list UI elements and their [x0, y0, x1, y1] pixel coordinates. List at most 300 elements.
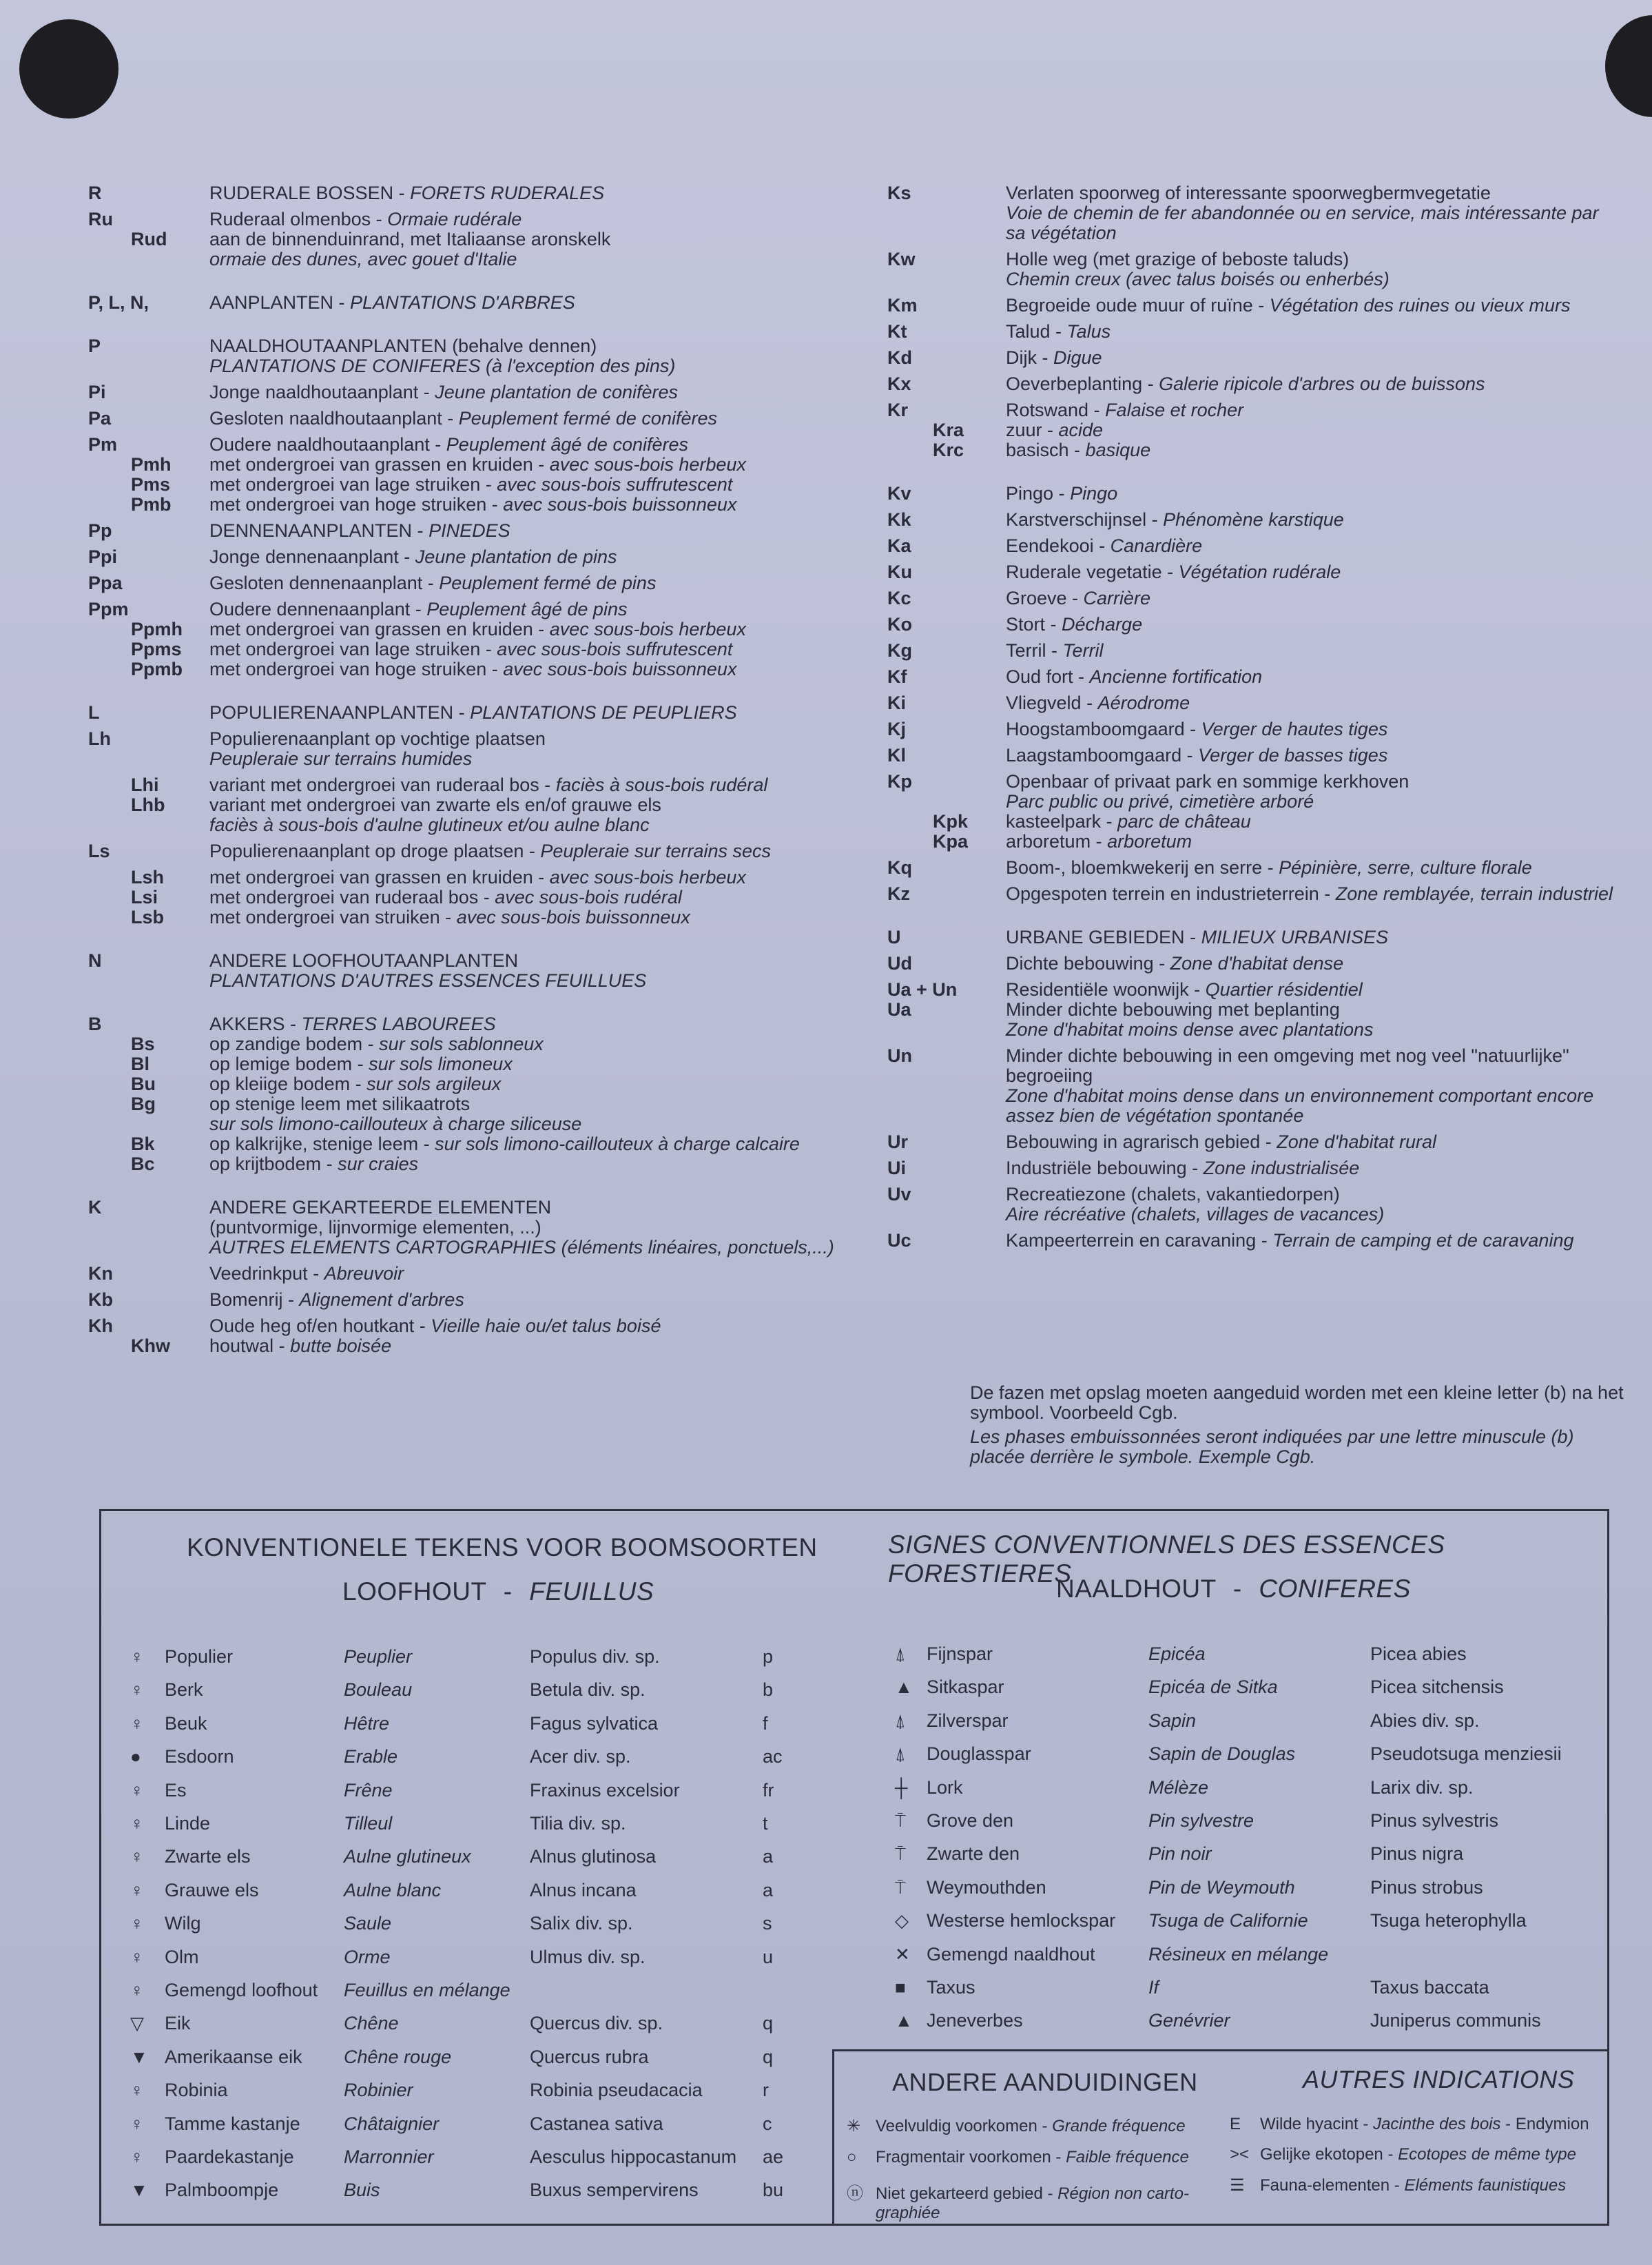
- entry-line: [209, 888, 853, 908]
- entry-text-fr: MILIEUX URBANISES: [1201, 927, 1389, 947]
- tree-name-fr: Epicéa: [1148, 1643, 1206, 1664]
- entry-text-nl: Populierenaanplant op vochtige plaatsen: [209, 728, 546, 749]
- entry-code: Ui: [887, 1158, 906, 1178]
- entry-text-nl: Dichte bebouwing -: [1006, 953, 1170, 974]
- legend-entry-k: [88, 1198, 853, 1258]
- entry-code: Bs: [131, 1034, 155, 1054]
- entry-description: [1006, 812, 1631, 832]
- entry-text-nl: begroeiing: [1006, 1065, 1093, 1086]
- legend-entry-ku: [887, 562, 1631, 582]
- entry-description: [1006, 588, 1631, 608]
- entry-description: [209, 547, 853, 567]
- tree-name-nl: Beuk: [165, 1712, 207, 1734]
- entry-line: [1006, 615, 1631, 635]
- entry-code: Ud: [887, 953, 912, 974]
- tree-name-fr: Tsuga de Californie: [1148, 1910, 1308, 1931]
- entry-text-fr: avec sous-bois buissonneux: [503, 494, 737, 515]
- legend-entry-khw: [88, 1336, 853, 1356]
- entry-line: [209, 908, 853, 927]
- entry-line: [209, 475, 853, 495]
- entry-text-fr: Voie de chemin de fer abandonnée ou en service, mais intéressante par: [1006, 203, 1599, 223]
- tree-name-nl: Lork: [927, 1776, 963, 1798]
- entry-text-fr: PLANTATIONS D'ARBRES: [350, 292, 575, 313]
- legend-entry-uc: [887, 1231, 1631, 1251]
- entry-code: Pa: [88, 408, 112, 429]
- other-indication-right: [1230, 2175, 1566, 2195]
- entry-line: [209, 1014, 853, 1034]
- legend-entry-lhb: [88, 795, 853, 835]
- tree-name-nl: Jeneverbes: [927, 2010, 1023, 2031]
- entry-text-fr: Zone remblayée, terrain industriel: [1335, 883, 1613, 904]
- legend-entry-ppa: [88, 573, 853, 593]
- entry-line: [209, 382, 853, 402]
- entry-code: Kra: [933, 420, 964, 440]
- legend-entry-bc: [88, 1154, 853, 1174]
- entry-description: [1006, 440, 1631, 460]
- entry-line: [209, 1264, 853, 1284]
- entry-description: [209, 1290, 853, 1310]
- entry-text-fr: basique: [1085, 440, 1151, 460]
- legend-entry-ko: [887, 615, 1631, 635]
- entry-line: [209, 1290, 853, 1310]
- legend-entry-ui: [887, 1158, 1631, 1178]
- entry-text-nl: met ondergroei van lage struiken -: [209, 474, 497, 495]
- entry-text-fr: sur sols argileux: [366, 1074, 502, 1094]
- legend-entry-rud: [88, 229, 853, 269]
- entry-code: Kh: [88, 1315, 113, 1336]
- entry-text-nl: met ondergroei van struiken -: [209, 907, 457, 927]
- entry-line: [209, 1114, 853, 1134]
- entry-line: [209, 749, 853, 769]
- entry-description: [1006, 719, 1631, 739]
- circle-icon: ○: [847, 2148, 857, 2166]
- entry-description: [209, 475, 853, 495]
- tree-row-naaldhout: [101, 1977, 1603, 1999]
- legend-entry-p: [88, 336, 853, 376]
- entry-text-nl: URBANE GEBIEDEN -: [1006, 927, 1201, 947]
- entry-description: [209, 1336, 853, 1356]
- entry-code: R: [88, 183, 102, 203]
- entry-code: Bk: [131, 1134, 155, 1154]
- entry-line: [209, 249, 853, 269]
- legend-entry-lsb: [88, 908, 853, 927]
- entry-text-nl: op kalkrijke, stenige leem -: [209, 1134, 435, 1154]
- entry-description: [209, 703, 853, 723]
- entry-line: [209, 229, 853, 249]
- tamme-kastanje-symbol-icon: ♀: [130, 2113, 144, 2134]
- entry-code: Kk: [887, 509, 911, 530]
- entry-text-fr: Végétation rudérale: [1178, 562, 1341, 582]
- entry-text-nl: Hoogstamboomgaard -: [1006, 719, 1201, 739]
- legend-entry-r: [88, 183, 853, 203]
- entry-line: [1006, 322, 1631, 342]
- entry-text-nl: Verlaten spoorweg of interessante spoorwegbermvegetatie: [1006, 183, 1491, 203]
- entry-text-nl: op lemige bodem -: [209, 1054, 369, 1074]
- entry-code: Pm: [88, 434, 118, 455]
- entry-line: [209, 1198, 853, 1218]
- eik-symbol-icon: ▽: [130, 2013, 144, 2034]
- tree-row-loofhout: [101, 2113, 845, 2135]
- entry-text-nl: Talud -: [1006, 321, 1067, 342]
- tree-name-nl: Linde: [165, 1813, 211, 1834]
- other-title-fr: AUTRES INDICATIONS: [1303, 2065, 1575, 2093]
- other-indications-box: [832, 2049, 1609, 2226]
- tree-name-latin: Alnus incana: [530, 1879, 637, 1900]
- legend-entry-ua-un: [887, 980, 1631, 1000]
- entry-description: [209, 435, 853, 455]
- entry-text-fr: Peupleraie sur terrains humides: [209, 748, 473, 769]
- tree-name-fr: Frêne: [344, 1779, 393, 1801]
- entry-text-fr: Aérodrome: [1097, 693, 1190, 713]
- entry-text-nl: Minder dichte bebouwing met beplanting: [1006, 999, 1340, 1020]
- tree-name-fr: Erable: [344, 1746, 398, 1767]
- tree-name-nl: Zilverspar: [927, 1710, 1009, 1731]
- entry-code: Ka: [887, 535, 911, 556]
- tree-row-loofhout: [101, 2080, 845, 2102]
- entry-code: Ua: [887, 999, 911, 1020]
- entry-code: P, L, N,: [88, 292, 149, 313]
- tree-name-nl: Zwarte den: [927, 1843, 1020, 1865]
- entry-text-nl: zuur -: [1006, 420, 1059, 440]
- entry-description: [1006, 536, 1631, 556]
- entry-text-fr: PINEDES: [429, 520, 510, 541]
- entry-line: [1006, 1132, 1631, 1152]
- entry-code: Kc: [887, 588, 911, 608]
- chevrons-icon: ><: [1230, 2145, 1250, 2164]
- entry-text-nl: Bomenrij -: [209, 1289, 300, 1310]
- tree-code: s: [763, 1913, 772, 1934]
- loofhout-heading: [342, 1577, 654, 1606]
- entry-text-fr: Verger de basses tiges: [1198, 745, 1388, 766]
- entry-text-fr: sur craies: [338, 1154, 419, 1174]
- legend-entry-kw: [887, 249, 1631, 289]
- entry-line: [209, 435, 853, 455]
- entry-text-nl: Dijk -: [1006, 347, 1053, 368]
- entry-line: [1006, 1158, 1631, 1178]
- legend-entry-kp: [887, 772, 1631, 812]
- loofhout-heading-dash: -: [503, 1577, 513, 1606]
- legend-column-left: [88, 183, 853, 1356]
- entry-line: [1006, 1046, 1631, 1066]
- entry-line: [209, 971, 853, 991]
- entry-description: [1006, 322, 1631, 342]
- entry-line: [1006, 249, 1631, 269]
- entry-text-fr: sur sols sablonneux: [379, 1034, 544, 1054]
- entry-line: [1006, 719, 1631, 739]
- legend-entry-ks: [887, 183, 1631, 243]
- tree-name-latin: Ulmus div. sp.: [530, 1946, 646, 1967]
- other-text-nl: Veelvuldig voorkomen -: [876, 2117, 1053, 2135]
- letter-e-icon: E: [1230, 2115, 1241, 2133]
- entry-code: Kpa: [933, 831, 969, 852]
- loofhout-heading-fr: FEUILLUS: [529, 1577, 654, 1606]
- entry-text-fr: TERRES LABOUREES: [301, 1014, 496, 1034]
- entry-description: [209, 521, 853, 541]
- entry-code: Kd: [887, 347, 912, 368]
- entry-code: Krc: [933, 440, 964, 460]
- tree-name-fr: Chêne rouge: [344, 2046, 452, 2067]
- legend-entry-ru: [88, 209, 853, 229]
- entry-description: [209, 619, 853, 639]
- entry-line: [1006, 980, 1631, 1000]
- tree-row-naaldhout: [101, 1810, 1603, 1832]
- tree-code: bu: [763, 2180, 784, 2201]
- tree-name-latin: Pinus strobus: [1370, 1876, 1483, 1898]
- entry-text-nl: Opgespoten terrein en industrieterrein -: [1006, 883, 1336, 904]
- entry-text-nl: AANPLANTEN -: [209, 292, 351, 313]
- entry-line: [1006, 884, 1631, 904]
- entry-text-nl: (puntvormige, lijnvormige elementen, ...): [209, 1217, 541, 1238]
- tree-name-fr: Pin de Weymouth: [1148, 1876, 1295, 1898]
- entry-description: [209, 1034, 853, 1054]
- entry-text-fr: Zone d'habitat moins dense avec plantations: [1006, 1019, 1374, 1040]
- punch-hole-left: [19, 19, 118, 119]
- entry-text-nl: met ondergroei van grassen en kruiden -: [209, 867, 550, 888]
- entry-code: Bc: [131, 1154, 155, 1174]
- entry-text-fr: sur sols limono-caillouteux à charge calcaire: [435, 1134, 800, 1154]
- entry-text-fr: Falaise et rocher: [1105, 400, 1244, 420]
- other-text-nl: Wilde hyacint -: [1260, 2115, 1374, 2133]
- entry-text-fr: Zone d'habitat moins dense dans un environnement comportant encore: [1006, 1085, 1594, 1106]
- entry-code: Pmh: [131, 454, 172, 475]
- entry-code: K: [88, 1197, 102, 1218]
- entry-description: [1006, 1185, 1631, 1224]
- entry-text-nl: Terril -: [1006, 640, 1063, 661]
- entry-code: P: [88, 336, 101, 356]
- tree-name-fr: Epicéa de Sitka: [1148, 1677, 1278, 1698]
- entry-description: [209, 639, 853, 659]
- tree-row-naaldhout: [101, 2010, 1603, 2032]
- other-text-fr: Grande fréquence: [1052, 2117, 1186, 2135]
- entry-code: Ppa: [88, 573, 123, 593]
- tree-name-fr: Pin sylvestre: [1148, 1810, 1255, 1831]
- entry-text-nl: variant met ondergroei van ruderaal bos -: [209, 775, 556, 795]
- entry-line: [1006, 1185, 1631, 1205]
- tree-name-nl: Berk: [165, 1679, 203, 1701]
- entry-text-fr: Décharge: [1062, 614, 1143, 635]
- tree-name-fr: Saule: [344, 1913, 392, 1934]
- tree-code: b: [763, 1679, 774, 1701]
- entry-code: Un: [887, 1045, 912, 1066]
- entry-line: [209, 951, 853, 971]
- entry-line: [1006, 746, 1631, 766]
- entry-text-nl: Rotswand -: [1006, 400, 1106, 420]
- entry-text-fr: PLANTATIONS DE PEUPLIERS: [470, 702, 737, 723]
- entry-text-nl: Residentiële woonwijk -: [1006, 979, 1206, 1000]
- entry-line: [209, 521, 853, 541]
- entry-text-nl: Oud fort -: [1006, 666, 1090, 687]
- entry-code: Bg: [131, 1094, 156, 1114]
- entry-text-nl: Eendekooi -: [1006, 535, 1111, 556]
- entry-code: Ppms: [131, 639, 182, 659]
- entry-description: [1006, 374, 1631, 394]
- entry-text-fr: avec sous-bois herbeux: [549, 454, 746, 475]
- entry-text-nl: op krijtbodem -: [209, 1154, 338, 1174]
- entry-line: [1006, 772, 1631, 792]
- entry-description: [1006, 400, 1631, 420]
- esdoorn-symbol-icon: ●: [130, 1746, 141, 1767]
- tree-name-fr: Hêtre: [344, 1712, 390, 1734]
- entry-code: Pp: [88, 520, 112, 541]
- entry-text-fr: avec sous-bois herbeux: [549, 867, 746, 888]
- entry-code: Ur: [887, 1131, 909, 1152]
- entry-description: [209, 1264, 853, 1284]
- grauwe-els-symbol-icon: ♀: [130, 1879, 144, 1900]
- other-text-nl: Gelijke ekotopen -: [1260, 2145, 1398, 2164]
- entry-line: [209, 547, 853, 567]
- naaldhout-heading-fr: CONIFERES: [1259, 1575, 1411, 1603]
- entry-code: Kq: [887, 857, 912, 878]
- tree-name-latin: Larix div. sp.: [1370, 1776, 1474, 1798]
- entry-code: Uv: [887, 1184, 911, 1205]
- entry-text-nl: houtwal -: [209, 1335, 291, 1356]
- entry-description: [1006, 510, 1631, 530]
- entry-text-nl: Oude heg of/en houtkant -: [209, 1315, 431, 1336]
- tree-name-nl: Tamme kastanje: [165, 2113, 300, 2134]
- palmboompje-symbol-icon: ▼: [130, 2180, 148, 2201]
- tree-name-latin: Betula div. sp.: [530, 1679, 646, 1701]
- entry-line: [1006, 269, 1631, 289]
- entry-code: Lsb: [131, 907, 165, 927]
- entry-description: [209, 659, 853, 679]
- entry-text-nl: Pingo -: [1006, 483, 1071, 504]
- westerse-hemlockspar-symbol-icon: ◇: [895, 1910, 909, 1931]
- fijnspar-symbol-icon: ⍋: [895, 1643, 906, 1664]
- phase-note-fr: Les phases embuissonnées seront indiquées par une lettre minuscule (b) placée derrière le symbole. Exemple Cgb.: [970, 1426, 1574, 1467]
- entry-text-fr: Ormaie rudérale: [387, 209, 522, 229]
- entry-text-nl: ANDERE LOOFHOUTAANPLANTEN: [209, 950, 519, 971]
- entry-text-nl: variant met ondergroei van zwarte els en/of grauwe els: [209, 795, 661, 815]
- legend-entry-ki: [887, 693, 1631, 713]
- entry-line: [1006, 562, 1631, 582]
- tree-name-fr: Sapin: [1148, 1710, 1197, 1731]
- entry-description: [1006, 1158, 1631, 1178]
- beuk-symbol-icon: ♀: [130, 1712, 144, 1734]
- entry-line: [209, 336, 853, 356]
- entry-description: [209, 336, 853, 376]
- tree-name-latin: Aesculus hippocastanum: [530, 2146, 737, 2167]
- entry-code: B: [88, 1014, 102, 1034]
- tree-name-latin: Tsuga heterophylla: [1370, 1910, 1527, 1931]
- entry-text-fr: Peuplement fermé de conifères: [458, 408, 717, 429]
- tree-name-nl: Palmboompje: [165, 2180, 279, 2201]
- entry-text-nl: Ruderale vegetatie -: [1006, 562, 1179, 582]
- legend-entry-bs: [88, 1034, 853, 1054]
- tree-code: a: [763, 1846, 774, 1867]
- entry-line: [1006, 1205, 1631, 1224]
- other-indication-left: [847, 2116, 1186, 2136]
- entry-text-fr: avec sous-bois herbeux: [549, 619, 746, 639]
- tree-code: q: [763, 2046, 774, 2067]
- legend-entry-ppmb: [88, 659, 853, 679]
- entry-text-fr: Jeune plantation de pins: [415, 546, 617, 567]
- entry-code: Ppmh: [131, 619, 183, 639]
- entry-text-fr: Digue: [1053, 347, 1102, 368]
- entry-code: Kx: [887, 373, 911, 394]
- entry-line: [1006, 536, 1631, 556]
- tree-name-nl: Wilg: [165, 1913, 201, 1934]
- olm-symbol-icon: ♀: [130, 1946, 144, 1967]
- entry-code: Khw: [131, 1335, 170, 1356]
- entry-text-fr: Vieille haie ou/et talus boisé: [431, 1315, 661, 1336]
- entry-text-fr: Terril: [1062, 640, 1104, 661]
- entry-text-fr: Carrière: [1083, 588, 1151, 608]
- other-text-fr: Faible fréquence: [1066, 2148, 1189, 2166]
- tree-code: q: [763, 2013, 774, 2034]
- legend-entry-ud: [887, 954, 1631, 974]
- entry-text-nl: met ondergroei van hoge struiken -: [209, 659, 504, 679]
- tree-name-fr: Aulne blanc: [344, 1879, 442, 1900]
- entry-description: [1006, 348, 1631, 368]
- entry-code: Bu: [131, 1074, 156, 1094]
- entry-line: [209, 1034, 853, 1054]
- entry-text-nl: met ondergroei van hoge struiken -: [209, 494, 504, 515]
- entry-code: Ku: [887, 562, 912, 582]
- entry-code: Lh: [88, 728, 111, 749]
- taxus-symbol-icon: ■: [895, 1977, 906, 1998]
- entry-text-fr: Terrain de camping et de caravaning: [1272, 1230, 1574, 1251]
- tree-name-nl: Gemengd naaldhout: [927, 1943, 1095, 1965]
- tree-code: ae: [763, 2146, 784, 2167]
- entry-text-fr: butte boisée: [290, 1335, 392, 1356]
- legend-entry-ur: [887, 1132, 1631, 1152]
- entry-text-fr: acide: [1058, 420, 1104, 440]
- entry-text-nl: Jonge dennenaanplant -: [209, 546, 415, 567]
- entry-description: [1006, 484, 1631, 504]
- legend-entry-kn: [88, 1264, 853, 1284]
- entry-text-nl: met ondergroei van grassen en kruiden -: [209, 619, 550, 639]
- tree-row-naaldhout: [101, 1743, 1603, 1765]
- entry-text-fr: avec sous-bois buissonneux: [503, 659, 737, 679]
- entry-line: [209, 1218, 853, 1238]
- zilverspar-symbol-icon: ⍋: [895, 1710, 906, 1731]
- entry-text-fr: Peuplement âgé de conifères: [446, 434, 689, 455]
- tree-name-nl: Esdoorn: [165, 1746, 234, 1767]
- legend-entry-lh: [88, 729, 853, 769]
- entry-text-nl: met ondergroei van lage struiken -: [209, 639, 497, 659]
- legend-entry-n: [88, 951, 853, 991]
- entry-text-fr: Verger de hautes tiges: [1201, 719, 1388, 739]
- entry-line: [209, 868, 853, 888]
- tree-name-fr: Marronnier: [344, 2146, 434, 2167]
- tree-name-latin: Picea abies: [1370, 1643, 1467, 1664]
- entry-code: Kpk: [933, 811, 969, 832]
- legend-entry-kq: [887, 858, 1631, 878]
- entry-line: [209, 841, 853, 861]
- legend-entry-kr: [887, 400, 1631, 420]
- tree-code: u: [763, 1946, 774, 1967]
- tree-name-fr: Buis: [344, 2180, 380, 2201]
- legend-entry-pmb: [88, 495, 853, 515]
- entry-code: Ko: [887, 614, 912, 635]
- entry-text-fr: Pépinière, serre, culture florale: [1279, 857, 1532, 878]
- entry-description: [1006, 832, 1631, 852]
- entry-text-fr: Jeune plantation de conifères: [435, 382, 679, 402]
- entry-text-fr: Ancienne fortification: [1089, 666, 1263, 687]
- tree-name-nl: Grauwe els: [165, 1879, 259, 1900]
- tree-name-fr: Châtaignier: [344, 2113, 440, 2134]
- entry-text-fr: PLANTATIONS D'AUTRES ESSENCES FEUILLUES: [209, 970, 647, 991]
- tree-name-fr: Feuillus en mélange: [344, 1980, 510, 2000]
- other-text-fr: Eléments faunistiques: [1404, 2176, 1567, 2195]
- entry-description: [209, 382, 853, 402]
- entry-text-nl: ANDERE GEKARTEERDE ELEMENTEN: [209, 1197, 552, 1218]
- tree-name-latin: Fagus sylvatica: [530, 1712, 659, 1734]
- entry-text-nl: Bebouwing in agrarisch gebied -: [1006, 1131, 1277, 1152]
- entry-code: Kt: [887, 321, 907, 342]
- entry-code: Ls: [88, 841, 110, 861]
- entry-text-nl: met ondergroei van grassen en kruiden -: [209, 454, 550, 475]
